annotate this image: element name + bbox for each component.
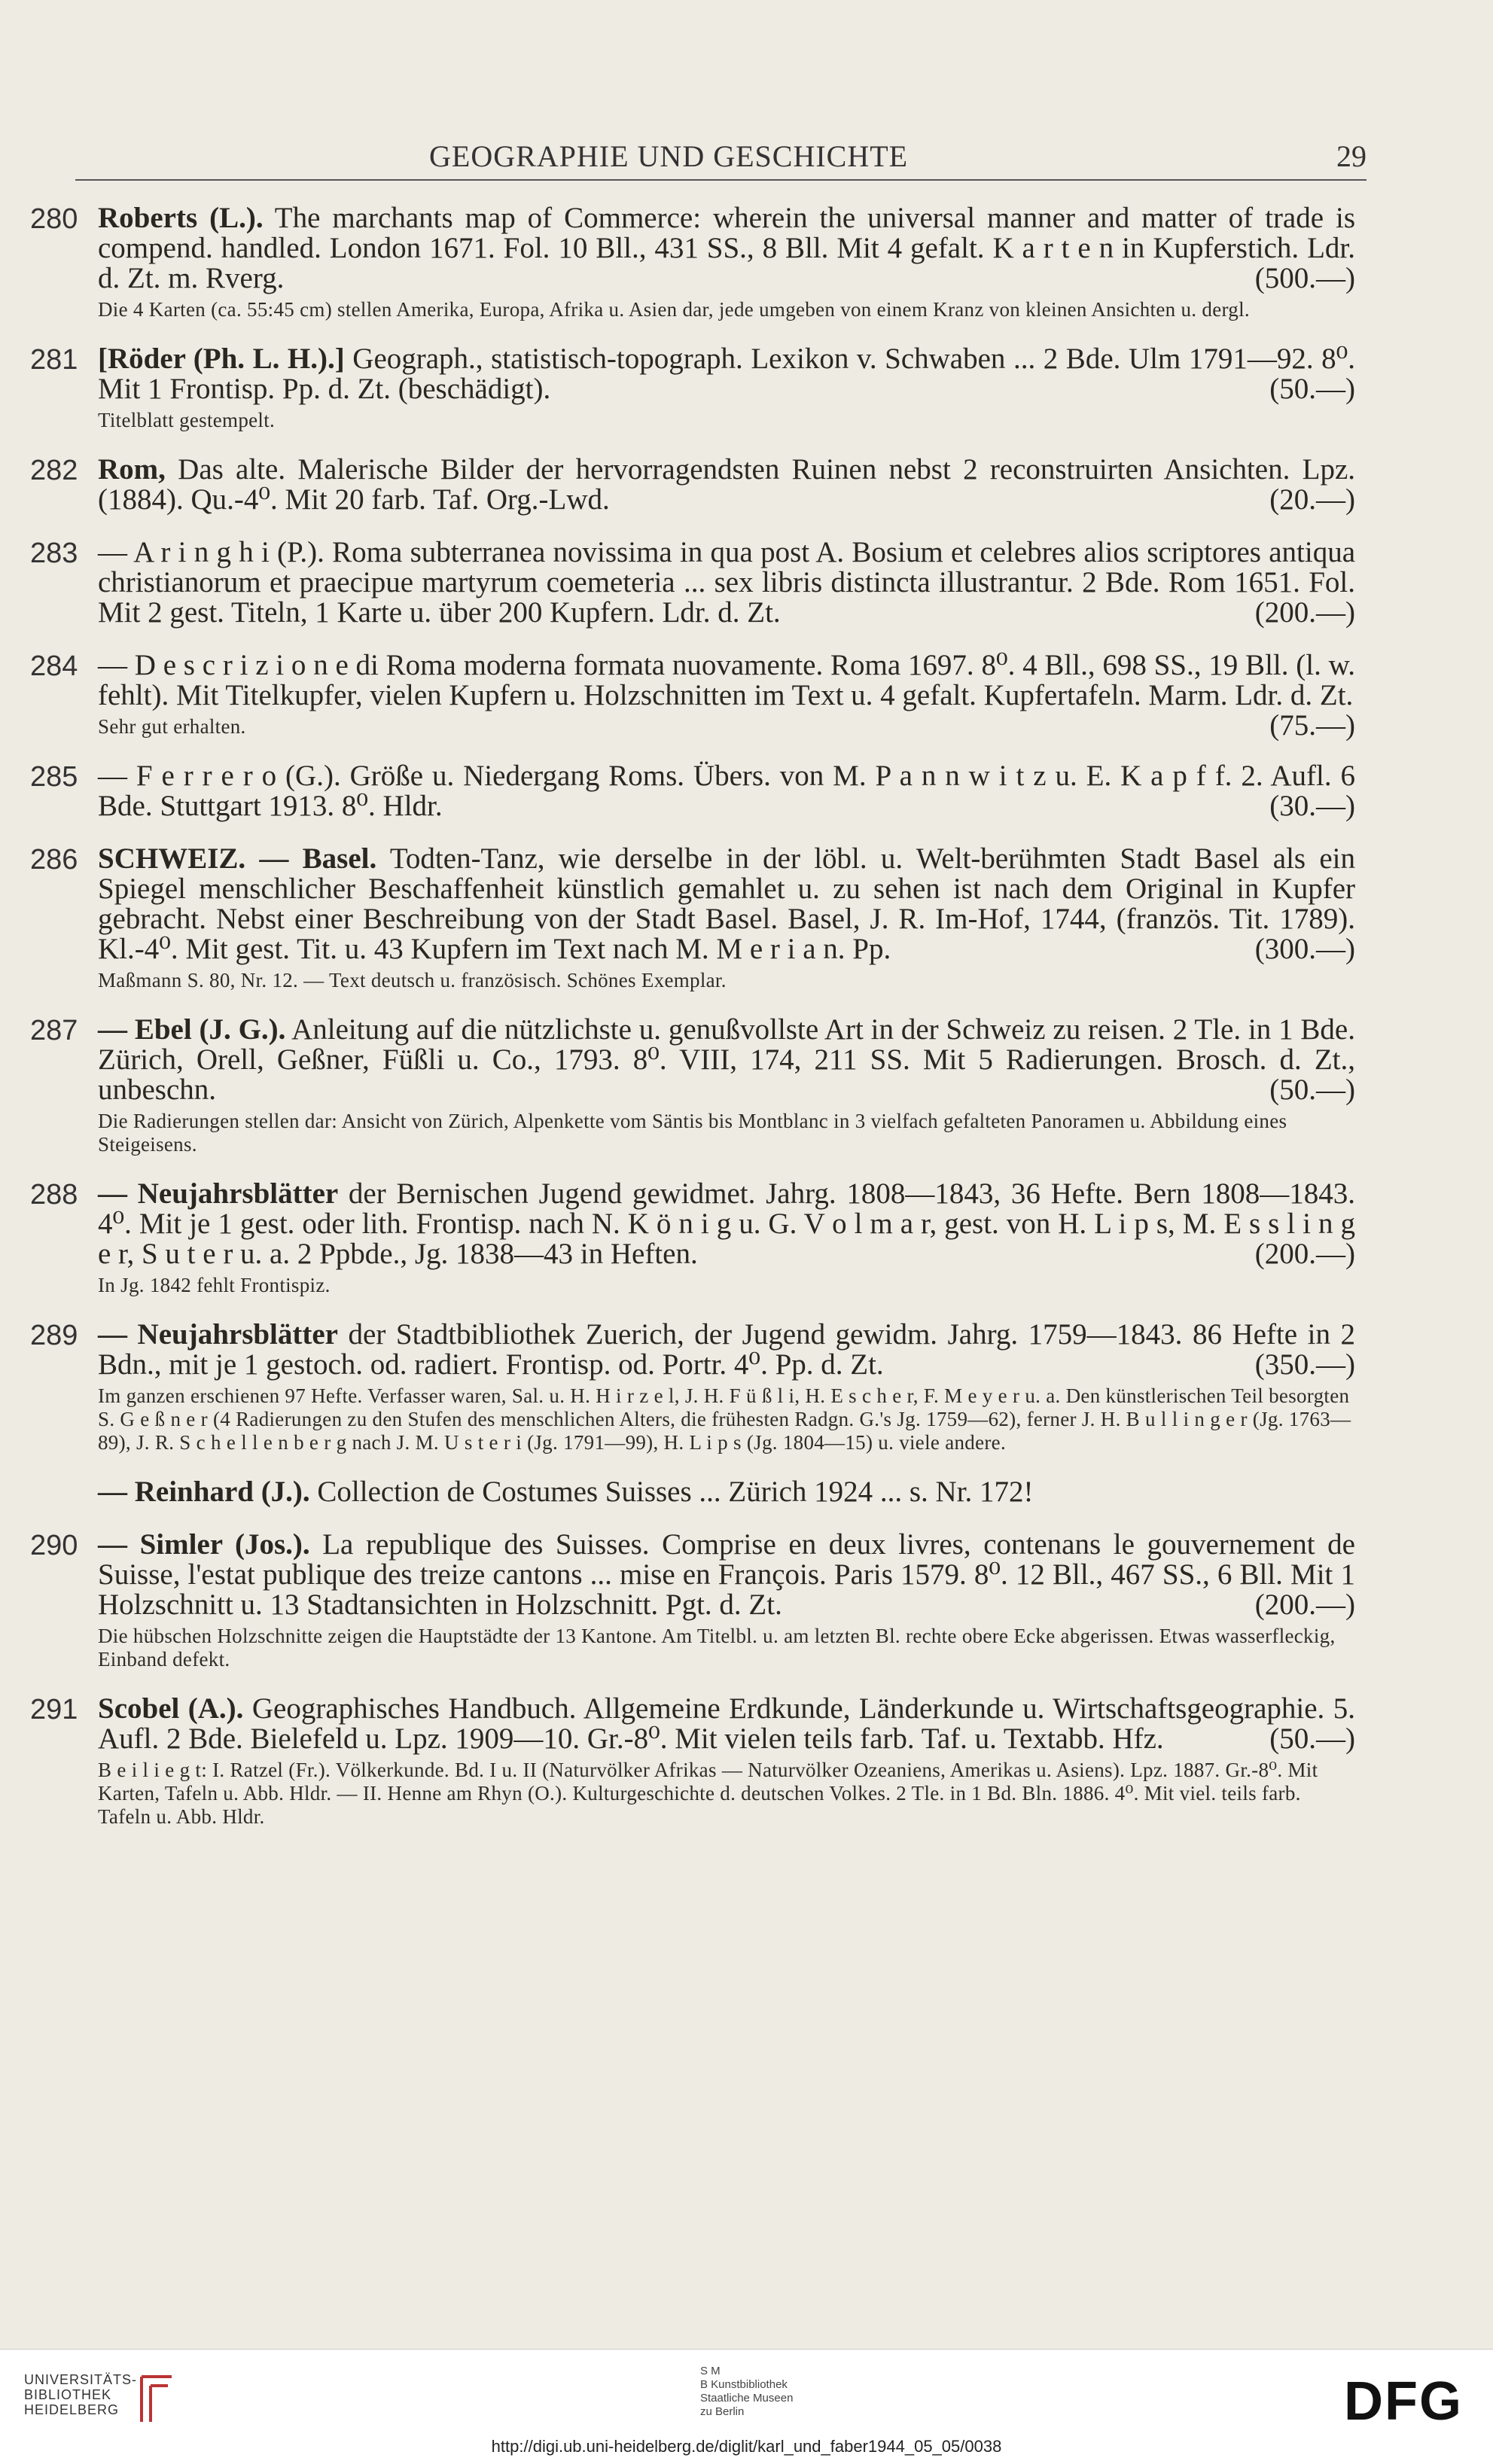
entry-number: 282 xyxy=(30,455,78,486)
entry-number: 280 xyxy=(30,203,78,235)
entry-price: (50.—) xyxy=(1269,1722,1355,1755)
entry-price: (200.—) xyxy=(1254,1588,1355,1621)
entry-price: (50.—) xyxy=(1269,1074,1355,1106)
entry-text xyxy=(98,1530,1355,1620)
entry-number: 287 xyxy=(30,1015,78,1046)
entry-note: Maßmann S. 80, Nr. 12. — Text deutsch u. französisch. Schönes Exemplar. xyxy=(98,969,727,991)
entry-number: 289 xyxy=(30,1320,78,1351)
entry-price: (350.—) xyxy=(1254,1348,1355,1381)
catalog-entry xyxy=(30,538,1355,628)
entry-note: Die hübschen Holzschnitte zeigen die Hauptstädte der 13 Kantone. Am Titelbl. u. am letzten Bl. rechte obere Ecke abgerissen. Etwas wasserfleckig, Einband defekt. xyxy=(98,1625,1336,1671)
entry-note: Die Radierungen stellen dar: Ansicht von Zürich, Alpenkette vom Säntis bis Montblanc in 3 vielfach gefalteten Panoramen u. Abbildung eines Steigeisens. xyxy=(98,1110,1287,1156)
entry-text xyxy=(98,844,1355,964)
entry-note: Im ganzen erschienen 97 Hefte. Verfasser waren, Sal. u. H. H i r z e l, J. H. F ü ß l i, H. E s c h e r, F. M e y e r u. a. Den künstlerischen Teil besorgten S. G e ß n e r (4 Radierungen zu den Stufen des menschlichen Alters, die frühesten Radgn. G.'s Jg. 1759—62), ferner J. H. B u l l i n g e r (Jg. 1763—89), J. R. S c h e l l e n b e r g nach J. M. U s t e r i (Jg. 1791—99), H. L i p s (Jg. 1804—15) u. viele andere. xyxy=(98,1384,1351,1454)
entry-note: Titelblatt gestempelt. xyxy=(98,409,276,431)
catalog-entry xyxy=(30,455,1355,515)
page-header xyxy=(75,134,1367,181)
library-logo-icon xyxy=(134,2369,179,2429)
dfg-logo[interactable]: DFG xyxy=(1344,2371,1463,2432)
entry-number: 284 xyxy=(30,650,78,682)
library-line: HEIDELBERG xyxy=(24,2402,120,2417)
entry-author: [Röder (Ph. L. H.).] xyxy=(98,343,345,375)
entry-author: Roberts (L.). xyxy=(98,202,264,234)
entry-note: B e i l i e g t: I. Ratzel (Fr.). Völkerkunde. Bd. I u. II (Naturvölker Afrikas — Naturvölker Ozeaniens, Amerikas u. Asiens). Lpz. 1887. Gr.-8⁰. Mit Karten, Tafeln u. Abb. Hldr. — II. Henne am Rhyn (O.). Kulturgeschichte d. deutschen Volkes. 2 Tle. in 1 Bd. Bln. 1886. 4⁰. Mit viel. teils farb. Tafeln u. Abb. Hldr. xyxy=(98,1759,1318,1828)
catalog-entry xyxy=(30,203,1355,321)
page-number: 29 xyxy=(1336,139,1367,173)
catalog-entry xyxy=(30,1530,1355,1671)
catalog-entry xyxy=(30,1179,1355,1297)
entry-note: In Jg. 1842 fehlt Frontispiz. xyxy=(98,1274,331,1296)
entry-number: 285 xyxy=(30,761,78,793)
entry-description: Das alte. Malerische Bilder der hervorragendsten Ruinen nebst 2 reconstruirten Ansichten. Lpz. (1884). Qu.-4⁰. Mit 20 farb. Taf. Org.-Lwd. xyxy=(98,453,1355,516)
entry-price: (300.—) xyxy=(1254,933,1355,965)
entry-number: 283 xyxy=(30,538,78,569)
entry-description: — A r i n g h i (P.). Roma subterranea novissima in qua post A. Bosium et celebres alios scriptores antiqua christianorum et praecipue martyrum coemeteria ... sex libris distincta illustrantur. 2 Bde. Rom 1651. Fol. Mit 2 gest. Titeln, 1 Karte u. über 200 Kupfern. Ldr. d. Zt. xyxy=(98,536,1355,629)
catalog-entry xyxy=(30,1320,1355,1454)
entry-author: — Neujahrsblätter xyxy=(98,1318,338,1351)
entry-description: — D e s c r i z i o n e di Roma moderna formata nuovamente. Roma 1697. 8⁰. 4 Bll., 698 SS., 19 Bll. (l. w. fehlt). Mit Titelkupfer, vielen Kupfern u. Holzschnitten im Text u. 4 gefalt. Kupfertafeln. Marm. Ldr. d. Zt. xyxy=(98,649,1355,711)
entry-number: 281 xyxy=(30,344,78,376)
entry-author: Scobel (A.). xyxy=(98,1692,244,1725)
entry-price: (20.—) xyxy=(1269,483,1355,516)
credit-line: zu Berlin xyxy=(700,2405,745,2418)
entry-author: — Neujahrsblätter xyxy=(98,1177,339,1210)
entry-description: Anleitung auf die nützlichste u. genußvollste Art in der Schweiz zu reisen. 2 Tle. in 1 Bde. Zürich, Orell, Geßner, Füßli u. Co., 1793. 8⁰. VIII, 174, 211 SS. Mit 5 Radierungen. Brosch. d. Zt., unbeschn. xyxy=(98,1013,1355,1106)
entry-description: The marchants map of Commerce: wherein the universal manner and matter of trade is compend. handled. London 1671. Fol. 10 Bll., 431 SS., 8 Bll. Mit 4 gefalt. K a r t e n in Kupferstich. Ldr. d. Zt. m. Rverg. xyxy=(98,202,1355,294)
entry-text xyxy=(98,455,1355,515)
catalog-entry xyxy=(30,844,1355,992)
library-line: UNIVERSITÄTS- xyxy=(24,2372,138,2387)
entry-description: der Stadtbibliothek Zuerich, der Jugend gewidm. Jahrg. 1759—1843. 86 Hefte in 2 Bdn., mit je 1 gestoch. od. radiert. Frontisp. od. Portr. 4⁰. Pp. d. Zt. xyxy=(98,1318,1356,1381)
entry-description: der Bernischen Jugend gewidmet. Jahrg. 1808—1843, 36 Hefte. Bern 1808—1843. 4⁰. Mit je 1 gest. oder lith. Frontisp. nach N. K ö n i g u. G. V o l m a r, gest. von H. L i p s, M. E s s l i n g e r, S u t e r u. a. 2 Ppbde., Jg. 1838—43 in Heften. xyxy=(98,1177,1355,1270)
entry-number: 288 xyxy=(30,1179,78,1211)
entry-description: Geograph., statistisch-topograph. Lexikon v. Schwaben ... 2 Bde. Ulm 1791—92. 8⁰. Mit 1 Frontisp. Pp. d. Zt. (beschädigt). xyxy=(98,343,1355,405)
entry-text xyxy=(98,1015,1355,1105)
entry-price: (200.—) xyxy=(1254,1238,1355,1270)
catalog-entry xyxy=(30,344,1355,432)
credit-line: S M xyxy=(700,2365,721,2377)
entry-note: Sehr gut erhalten. xyxy=(98,715,246,738)
catalog-entries xyxy=(30,203,1355,1851)
library-line: BIBLIOTHEK xyxy=(24,2387,112,2402)
entry-price: (500.—) xyxy=(1254,262,1355,294)
entry-author: — Reinhard (J.). xyxy=(98,1476,310,1508)
entry-description: La republique des Suisses. Comprise en deux livres, contenans le gouvernement de Suisse, l'estat publique des treize cantons ... mise en François. Paris 1579. 8⁰. 12 Bll., 467 SS., 6 Bll. Mit 1 Holzschnitt u. 13 Stadtansichten in Holzschnitt. Pgt. d. Zt. xyxy=(98,1528,1355,1621)
source-url[interactable]: http://digi.ub.uni-heidelberg.de/diglit/karl_und_faber1944_05_05/0038 xyxy=(491,2437,1002,2456)
entry-description: Todten-Tanz, wie derselbe in der löbl. u. Welt-berühmten Stadt Basel als ein Spiegel menschlicher Beschaffenheit künstlich gemahlet u. zu sehen ist nach dem Original in Kupfer gebracht. Nebst einer Beschreibung von der Stadt Basel. Basel, J. R. Im-Hof, 1744, (französ. Tit. 1789). Kl.-4⁰. Mit gest. Tit. u. 43 Kupfern im Text nach M. M e r i a n. Pp. xyxy=(98,842,1355,965)
credit-line: B Kunstbibliothek xyxy=(700,2378,788,2391)
entry-note: Die 4 Karten (ca. 55:45 cm) stellen Amerika, Europa, Afrika u. Asien dar, jede umgeben von einem Kranz von kleinen Ansichten u. dergl. xyxy=(98,298,1250,321)
running-title: GEOGRAPHIE UND GESCHICHTE xyxy=(429,139,909,173)
library-logo-text[interactable] xyxy=(24,2372,137,2417)
museum-credit xyxy=(700,2365,793,2419)
catalog-entry xyxy=(30,761,1355,821)
entry-number: 286 xyxy=(30,844,78,876)
entry-text xyxy=(98,1694,1355,1754)
entry-author: SCHWEIZ. — Basel. xyxy=(98,842,377,875)
entry-price: (30.—) xyxy=(1269,790,1355,822)
entry-author: — Ebel (J. G.). xyxy=(98,1013,286,1046)
entry-author: Rom, xyxy=(98,453,166,486)
entry-text xyxy=(98,1179,1355,1269)
catalog-entry xyxy=(30,1015,1355,1156)
entry-author: — Simler (Jos.). xyxy=(98,1528,310,1561)
entry-text xyxy=(98,1477,1355,1507)
entry-number: 291 xyxy=(30,1694,78,1725)
entry-price: (200.—) xyxy=(1254,596,1355,629)
entry-text xyxy=(98,1320,1355,1380)
entry-number: 290 xyxy=(30,1530,78,1561)
entry-description: Collection de Costumes Suisses ... Zürich 1924 ... s. Nr. 172! xyxy=(309,1476,1034,1508)
catalog-entry xyxy=(30,1477,1355,1507)
catalog-entry xyxy=(30,1694,1355,1829)
entry-price: (50.—) xyxy=(1269,373,1355,405)
credit-line: Staatliche Museen xyxy=(700,2392,794,2405)
entry-text xyxy=(98,203,1355,294)
catalog-entry xyxy=(30,649,1355,742)
entry-description: Geographisches Handbuch. Allgemeine Erdkunde, Länderkunde u. Wirtschaftsgeographie. 5. Aufl. 2 Bde. Bielefeld u. Lpz. 1909—10. Gr.-8⁰. Mit vielen teils farb. Taf. u. Textabb. Hfz. xyxy=(98,1692,1355,1755)
entry-text xyxy=(98,344,1355,404)
entry-description: — F e r r e r o (G.). Größe u. Niedergang Roms. Übers. von M. P a n n w i t z u. E. K a p f f. 2. Aufl. 6 Bde. Stuttgart 1913. 8⁰. Hldr. xyxy=(98,760,1355,822)
entry-text xyxy=(98,761,1355,821)
entry-text xyxy=(98,538,1355,628)
footer xyxy=(0,2349,1493,2464)
entry-price: (75.—) xyxy=(1269,709,1355,742)
